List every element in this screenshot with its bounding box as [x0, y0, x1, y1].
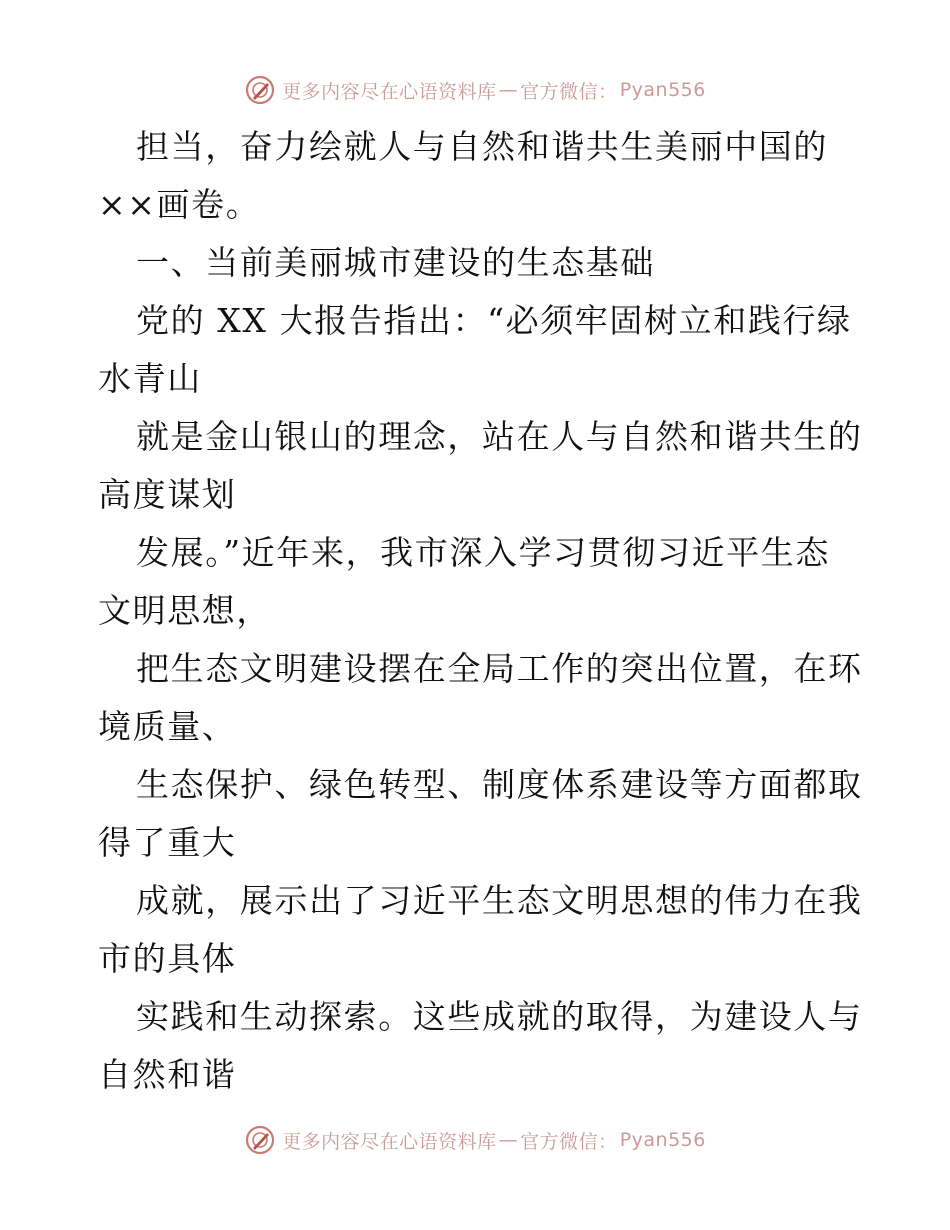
body-line: 境质量、: [98, 707, 237, 746]
brand-logo-icon: [244, 74, 276, 106]
section-heading: 一、当前美丽城市建设的生态基础: [136, 243, 655, 282]
body-line: 自然和谐: [98, 1055, 237, 1094]
body-line: 生态保护、绿色转型、制度体系建设等方面都取: [136, 765, 863, 804]
watermark-wechat-label: 官方微信：: [520, 1130, 618, 1153]
body-line: 高度谋划: [98, 475, 237, 514]
body-line: 文明思想，: [98, 591, 271, 630]
body-line: 党的 XX 大报告指出：“必须牢固树立和践行绿: [136, 301, 852, 340]
watermark-wechat-id: Pyan556: [619, 79, 706, 101]
watermark-separator: —: [498, 1129, 519, 1151]
watermark-text: 更多内容尽在心语资料库: [282, 80, 497, 103]
watermark-wechat-id: Pyan556: [619, 1129, 706, 1151]
body-line: 担当，奋力绘就人与自然和谐共生美丽中国的: [136, 127, 828, 166]
watermark-wechat-label: 官方微信：: [520, 80, 618, 103]
body-line: ××画卷。: [98, 185, 261, 224]
body-line: 市的具体: [98, 939, 237, 978]
body-line: 得了重大: [98, 823, 237, 862]
body-line: 水青山: [98, 359, 202, 398]
watermark-separator: —: [498, 79, 519, 101]
watermark-text: 更多内容尽在心语资料库: [282, 1130, 497, 1153]
brand-logo-icon: [244, 1124, 276, 1156]
footer-watermark: [0, 1120, 950, 1160]
body-line: 把生态文明建设摆在全局工作的突出位置，在环: [136, 649, 863, 688]
body-line: 就是金山银山的理念，站在人与自然和谐共生的: [136, 417, 863, 456]
body-line: 发展。”近年来，我市深入学习贯彻习近平生态: [136, 533, 830, 572]
document-body: [98, 118, 863, 1104]
body-line: 实践和生动探索。这些成就的取得，为建设人与: [136, 997, 863, 1036]
body-line: 成就，展示出了习近平生态文明思想的伟力在我: [136, 881, 863, 920]
header-watermark: [0, 70, 950, 110]
